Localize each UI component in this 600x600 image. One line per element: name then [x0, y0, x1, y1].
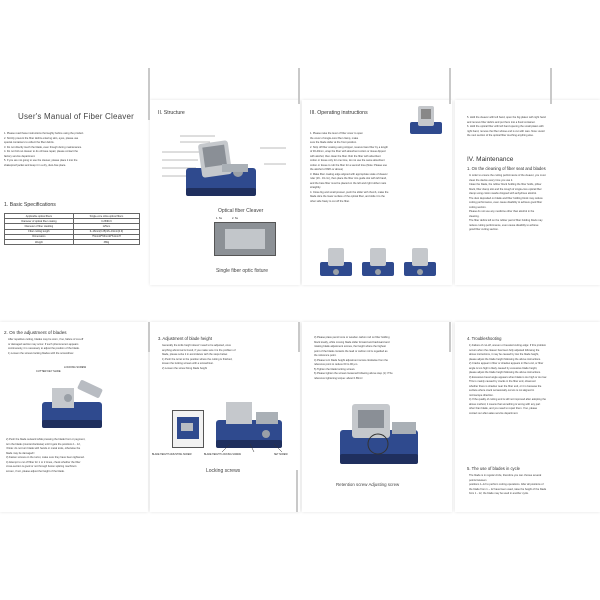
- step-line: 2) Push the blade outward while pressing the blade front or pegment,: [6, 438, 86, 441]
- label-locking-screw: LOCKING SCREW: [64, 366, 87, 369]
- para-line: point of the blade contacts the lead or carbon rod is regarded as: [314, 349, 388, 353]
- step-line: 1. Please raise the lever of fiber cover to open: [310, 132, 363, 135]
- locking-screws-caption: Locking screws: [206, 468, 241, 474]
- divider-bar: [298, 68, 300, 104]
- blade-height-heading: 3. Adjustment of blade height: [158, 336, 213, 341]
- spec-label: Dimensions: [5, 234, 74, 239]
- para-line: Clean the blade, the rubber block holding the fiber holds, pillow: [469, 183, 542, 186]
- para-line: In order to ensure the cutting performance of the cleaver, you must: [469, 174, 546, 177]
- spec-value: 386g: [73, 239, 139, 244]
- step-line: 4) Attempt to cut off fiber for 1 or 2 times, check whether the fiber: [6, 460, 81, 464]
- spec-table: [4, 213, 140, 245]
- para-line: whether there is shadow near the fiber end, or it is because the: [469, 384, 542, 388]
- divider-bar: [449, 322, 451, 352]
- blade-adjust-paras: [8, 338, 144, 356]
- spec-label: Diameter of fiber cladding: [5, 224, 74, 229]
- para-line: 4) Please turn blade height adjustment screw clockwise from the: [314, 358, 388, 362]
- para-line: rotating blade adjustment screws, the height where the highest: [314, 345, 386, 348]
- cleaver-illustration: [182, 134, 262, 202]
- step-line: cotton or tissue only for one time, do not use the same absorbent: [310, 159, 385, 162]
- para-line: clean the device every time you use it.: [469, 178, 513, 182]
- note-line: special containers to collect the fiber debris.: [4, 141, 55, 144]
- structure-heading: II. Structure: [158, 110, 185, 116]
- para-line: After repetitive cutting, blades may be worn, if so, failure of cut-off: [8, 338, 84, 341]
- three-cleavers-illustration: [318, 244, 438, 280]
- spec-label: Applicable optical fibers: [5, 214, 74, 219]
- fixture-illustration: [214, 222, 276, 256]
- step-line: straightly.: [310, 186, 321, 189]
- para-line: please adjust the blade height following the above instructions.: [469, 357, 541, 361]
- divider-bar: [148, 68, 150, 120]
- step-line: the alcohol of 99% or above): [310, 168, 344, 171]
- operating-steps: [310, 132, 446, 204]
- divider-bar: [296, 470, 298, 512]
- para-line: 2) Loosen the screw fixing blade height: [162, 366, 207, 370]
- divider-bar: [148, 322, 150, 352]
- cleaver-caption: Optical fiber Cleaver: [218, 208, 264, 214]
- step-line: =Note: do not turn blade with hands or metal tools, otherwise the: [6, 447, 81, 450]
- para-line: This is mainly caused by cracks in the fiber end, observed: [469, 380, 536, 383]
- note-line: 4. Do not bid out cleaver to do oil base repair, please contact the: [4, 150, 78, 153]
- blade-height-illustration: [210, 392, 290, 452]
- para-line: 1) Failure of cut-off, uneven or beveled cutting edge: If this problem: [469, 344, 547, 347]
- step-line: other side freely to cut off the fiber.: [310, 199, 350, 203]
- para-line: block, fiber clamp slot and the trough of single-core optical fiber: [469, 187, 542, 191]
- para-line: from 1 - 12, the blade may be used in another cycle.: [469, 492, 529, 495]
- para-line: 2) Cracks appear in fiber or shadow appears in fiber end, or fiber: [469, 362, 544, 365]
- blade-cycle-paras: [469, 474, 597, 497]
- para-line: clamp using cotton swabs dropped with anhydrous alcohol.: [469, 192, 537, 195]
- note-line: 2. Strictly prevent the fiber debris entering skin, eyes, please use: [4, 136, 79, 140]
- step-line: blade may be damaged=: [6, 451, 35, 455]
- para-line: cutting performance, even cause disability to achieve good fiber: [469, 201, 543, 204]
- step-line: sure the blade slider at the front position.: [310, 141, 357, 144]
- spec-value: 0.25Φ0.9: [73, 219, 139, 224]
- retention-screw-illustration: [332, 396, 428, 476]
- step-line: 3) Fasten screws on the turret, make sure they have been tightened.: [6, 456, 85, 459]
- panel-blade-height-steps: [302, 322, 452, 512]
- para-line: Please do not use any medicine other than alcohol in the: [469, 210, 535, 213]
- maintenance-sub: 1. On the cleaning of fiber seat and blades: [467, 166, 546, 171]
- para-line: 4) If the quality of cutting end is still not improved after adopting the: [469, 398, 546, 401]
- para-line: above instructions, it may be caused by low the blade height,: [469, 353, 539, 356]
- label-cutter-slide: CUTTER KEY SLIDE: [36, 370, 61, 373]
- para-line: Generally the knife height doesn't need to be adjusted, once: [162, 344, 231, 347]
- divider-bar: [298, 322, 300, 352]
- spec-label: Fiber cutting length: [5, 229, 74, 234]
- panel-blade-height: [150, 322, 300, 512]
- para-line: block levelly, while moving blade slider forward and backward and: [314, 340, 390, 344]
- troubleshooting-paras: [469, 344, 597, 416]
- spec-value: 125um: [73, 224, 139, 229]
- manual-title: User's Manual of Fiber Cleaver: [18, 112, 135, 121]
- panel-blade-adjust: [0, 322, 148, 512]
- intro-line: the next section of the optical fiber touching anything else.: [467, 134, 534, 137]
- intro-line: 5. Hold the cleaver with left hand, open the big platen with right hand: [467, 116, 546, 119]
- blade-height-steps: [314, 336, 448, 381]
- para-line: angle is too high is likely caused by excessive blade height,: [469, 366, 538, 370]
- label-height-lock-screw: BLADE HEIGHT LOCKING SCREW: [204, 454, 241, 456]
- fixture-label: 1. Ss: [216, 217, 222, 220]
- spec-value: Single-core silica optical fibers: [73, 214, 139, 219]
- para-line: reduce cutting performance, even cause disability to achieve: [469, 223, 539, 227]
- panel-structure: [150, 100, 300, 285]
- spec-label: Diameter of optical fiber coating: [5, 219, 74, 224]
- maintenance-intro: [467, 116, 597, 139]
- step-line: screen, if not, please adjust the height of the blade.: [6, 469, 65, 473]
- para-line: reference tightening torque: about 0.6Nm=: [314, 376, 363, 380]
- para-line: 3) Please place pencil core or wooden carbon rod on fiber holding: [314, 336, 390, 339]
- step-line: of 30-40mm, wrap the fiber with absorbent cotton or tissue dipped: [310, 150, 386, 153]
- spec-value: 6~16mm(0.25)/16~19mm(0.9): [73, 229, 139, 234]
- para-line: good fiber cutting section.: [469, 228, 499, 231]
- note-line: shakeproof jacket and keep it in a dry, dust-free place.: [4, 163, 67, 167]
- step-line: cross-section is good or not through fusion splicing machine's: [6, 465, 77, 468]
- para-line: anything abnormal is found, if you make sure it is the problem of: [162, 348, 236, 352]
- para-line: cutting section.: [469, 205, 487, 209]
- para-line: 5) Tighten the blade locking screws.: [314, 367, 356, 371]
- blade-adjust-illustration: [38, 376, 108, 432]
- manual-notes: [4, 132, 142, 168]
- intro-line: right hand, remove the fiber whose end is cut with care. Note: avoid: [467, 129, 545, 133]
- divider-bar: [550, 68, 552, 104]
- note-line: 5. If you are not going to use the cleaver, please place it into the: [4, 159, 78, 162]
- para-line: please adjust the blade height following the above instructions.: [469, 371, 541, 374]
- step-line: and the bare fiber must be placed on the left and right rubber mats: [310, 181, 387, 185]
- para-line: contact our after-sales service department.: [469, 411, 519, 415]
- blade-height-paras: [162, 344, 296, 371]
- blade-cycle-heading: 5. The use of blades in cycle: [467, 466, 520, 471]
- note-line: 1. Please read these instructions thoroughly before using the product.: [4, 132, 84, 135]
- maintenance-heading: IV. Maintenance: [467, 156, 514, 163]
- para-line: blade, please solve it in accordance with the steps below.: [162, 353, 228, 356]
- step-line: blade slice the lower surface of the optical fiber, and slide it to the: [310, 195, 385, 198]
- para-line: 1) Loosen the screws locking blades with the screwdriver.: [8, 351, 75, 355]
- para-line: the blade from 1 ~ 12 have been used, raise the height of the blade: [469, 487, 547, 491]
- note-line: 3. Do not directly touch the blade, even though during maintenance.: [4, 145, 82, 149]
- intro-line: and remove fiber debris and put them into a fixed container.: [467, 120, 536, 124]
- step-line: 3. Make fiber coating edge aligned with appropriate scale of cleaver: [310, 172, 388, 176]
- label-set-screw: SET SCREW: [274, 454, 288, 456]
- para-line: surface where crack occasionally occurs is not aligned in: [469, 389, 535, 392]
- spec-value: 75mmW*63mmD*61mmH: [73, 234, 139, 239]
- step-line: turn the blade (counterclockwise) until it gets the positions 1 - 12,: [6, 442, 81, 446]
- panel-troubleshooting: [455, 322, 600, 512]
- para-line: The fiber debris left on the rubber pad of fiber holding block may: [469, 219, 543, 222]
- step-line: cotton or tissue to rub the fiber for a second time.(Note: Please use: [310, 163, 387, 167]
- para-line: cleaning.: [469, 214, 480, 218]
- step-line: 4. Close big and small presser, push the slider with thumb, make the: [310, 190, 389, 194]
- step-line: the cover of single-core fiber clamp, make: [310, 136, 359, 140]
- note-line: factory service department.: [4, 154, 36, 158]
- spec-label: Weight: [5, 239, 74, 244]
- blade-detail-inset: [172, 410, 204, 448]
- para-line: 3) Excessive bevel angle appears when blade is too high or too low.: [469, 375, 547, 379]
- label-height-adjust-screw: BLADE HEIGHT ADJUSTING SCREW: [152, 454, 192, 456]
- troubleshooting-heading: 4. Troubleshooting: [467, 336, 502, 341]
- para-line: microscope direction.: [469, 393, 494, 397]
- step-line: ruler (16 - 19 cm), then place the fiber into guide slot with left hand,: [310, 177, 387, 180]
- para-line: 6) Please tighten the screws loosened following above step (1) =The: [314, 372, 393, 375]
- fixture-label: 2. Ss: [232, 217, 238, 220]
- blade-adjust-heading: 2. On the adjustment of blades: [4, 330, 67, 335]
- spec-heading: 1. Basic Specifications: [4, 202, 56, 208]
- panel-maintenance: [455, 100, 600, 285]
- step-line: with alcohol, then clean the fiber. Rub the fiber with absorbent: [310, 154, 381, 158]
- para-line: occurs when the cleaver has been fully adjusted following the: [469, 348, 540, 352]
- panel-operating: [302, 100, 452, 285]
- para-line: the reference point.: [314, 354, 337, 357]
- para-line: other than blade, and you need to repair them. If so, please: [469, 407, 538, 410]
- para-line: The dust deposited on blade and fiber holding block may reduce: [469, 196, 543, 200]
- blade-adjust-steps: [6, 438, 144, 474]
- para-line: continuously, it is necessary to adjust the position of the blade.: [8, 347, 80, 350]
- para-line: or damaged section may occur. If such phenomenon appears: [8, 342, 79, 346]
- para-line: loosen the locking screws with a screwdriver.: [162, 362, 214, 365]
- para-line: The blade is in regular circle, therefore you can choose several: [469, 474, 542, 477]
- operating-heading: III. Operating instructions: [310, 110, 368, 116]
- table-row: [5, 239, 140, 244]
- para-line: above method, it means that something is wrong with any part: [469, 402, 541, 406]
- para-line: reference point to reduce 60 to 90 μm.: [314, 363, 359, 366]
- step-line: 2. Strip off fiber coating using stripper, reserve bare fiber by a length: [310, 145, 388, 149]
- divider-bar: [449, 68, 451, 104]
- retention-caption: Retention screw Adjusting screw: [336, 482, 400, 487]
- panel-manual-intro: [0, 68, 148, 280]
- para-line: 1) Push the turret to the position where the cutting is finished,: [162, 357, 233, 361]
- para-line: positions 1~12 to perform cutting operations. After all positions of: [469, 483, 544, 486]
- para-line: points between: [469, 478, 487, 482]
- intro-line: 6. Hold the optical fiber with left hand opening the small platen with: [467, 125, 544, 128]
- fixture-caption: Single fiber optic fixture: [216, 268, 268, 274]
- maintenance-paras: [469, 174, 597, 233]
